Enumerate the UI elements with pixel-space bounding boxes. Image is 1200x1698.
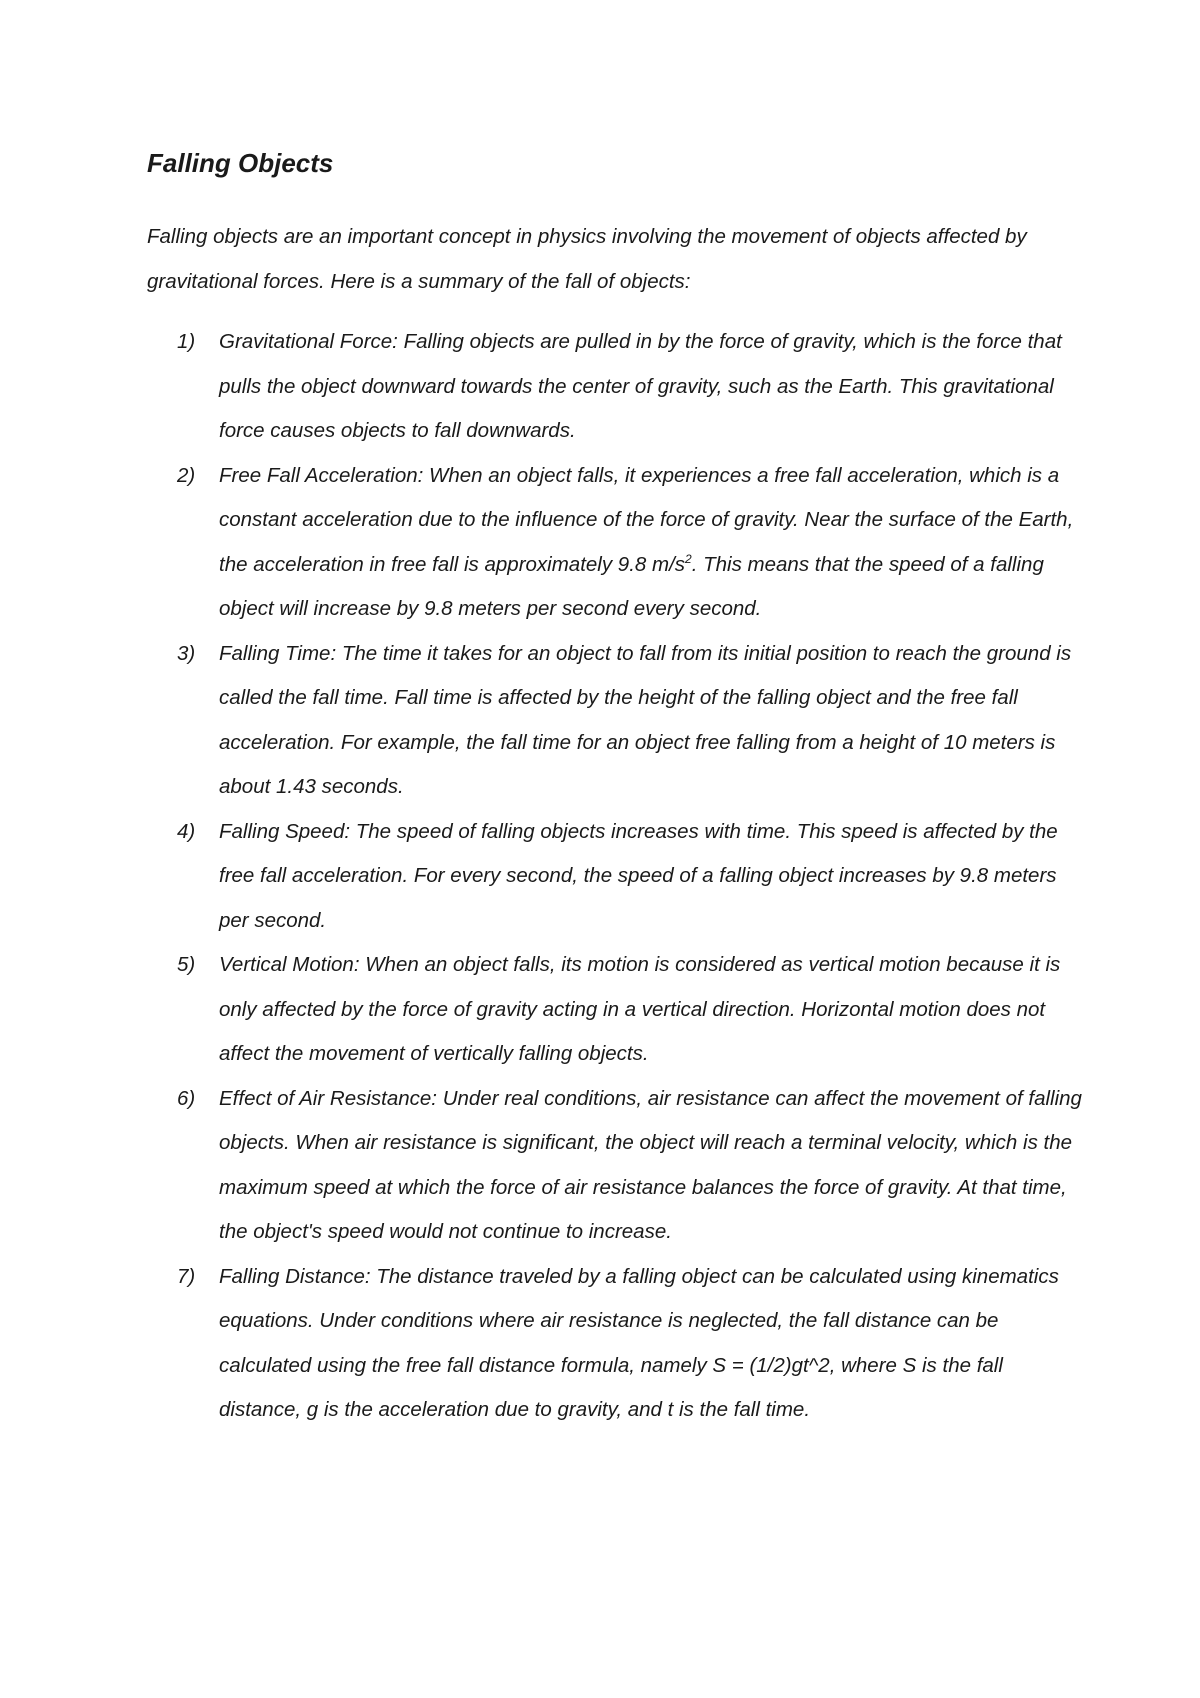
list-item-number: 4) <box>177 819 196 843</box>
document-content <box>147 145 1082 1433</box>
list-item-text: Gravitational Force: Falling objects are pulled in by the force of gravity, which is the force that pulls the object downward towards the center of gravity, such as the Earth. This gravitational force causes objects to fall downwards. <box>219 330 1062 442</box>
superscript: 2 <box>685 551 692 566</box>
list-item-number: 3) <box>177 641 196 665</box>
list-item <box>147 1255 1082 1433</box>
list-item-number: 6) <box>177 1086 196 1110</box>
page-title: Falling Objects <box>147 148 334 178</box>
list-item-text: Vertical Motion: When an object falls, its motion is considered as vertical motion because it is only affected by the force of gravity acting in a vertical direction. Horizontal motion does not affect the movement of vertically falling objects. <box>219 953 1061 1065</box>
intro-paragraph: Falling objects are an important concept in physics involving the movement of objects affected by gravitational forces. Here is a summary of the fall of objects: <box>147 225 1027 293</box>
list-item-number: 1) <box>177 330 196 353</box>
list-item-text-after: . This means that the speed of a falling object will increase by 9.8 meters per second every second. <box>219 552 1044 620</box>
list-item <box>147 810 1082 944</box>
list-item-text: Falling Speed: The speed of falling objects increases with time. This speed is affected by the free fall acceleration. For every second, the speed of a falling object increases by 9.8 meters per second. <box>219 819 1058 932</box>
list-item-text <box>219 464 1073 621</box>
list-item-number: 5) <box>177 953 196 976</box>
list-item-text: Falling Time: The time it takes for an object to fall from its initial position to reach the ground is called the fall time. Fall time is affected by the height of the falling object and the free fall acceleration. For example, the fall time for an object free falling from a height of 10 meters is about 1.43 seconds. <box>219 641 1072 798</box>
list-item-text: Effect of Air Resistance: Under real conditions, air resistance can affect the movement of falling objects. When air resistance is significant, the object will reach a terminal velocity, which is the maximum speed at which the force of air resistance balances the force of gravity. At that time, the object's speed would not continue to increase. <box>219 1086 1082 1243</box>
list-item <box>147 454 1082 632</box>
list-item-number: 7) <box>177 1264 196 1288</box>
list-item <box>147 1077 1082 1255</box>
numbered-list <box>147 320 1082 1433</box>
list-item-text: Falling Distance: The distance traveled by a falling object can be calculated using kinematics equations. Under conditions where air resistance is neglected, the fall distance can be calculated using the free fall distance formula, namely S = (1/2)gt^2, where S is the fall distance, g is the acceleration due to gravity, and t is the fall time. <box>219 1264 1059 1421</box>
list-item-text-before: Free Fall Acceleration: When an object falls, it experiences a free fall acceleration, which is a constant acceleration due to the influence of the force of gravity. Near the surface of the Earth, the acceleration in free fall is approximately 9.8 m/s <box>219 463 1074 576</box>
list-item-number: 2) <box>177 463 196 487</box>
list-item <box>147 943 1082 1077</box>
list-item <box>147 632 1082 810</box>
list-item <box>147 320 1082 454</box>
